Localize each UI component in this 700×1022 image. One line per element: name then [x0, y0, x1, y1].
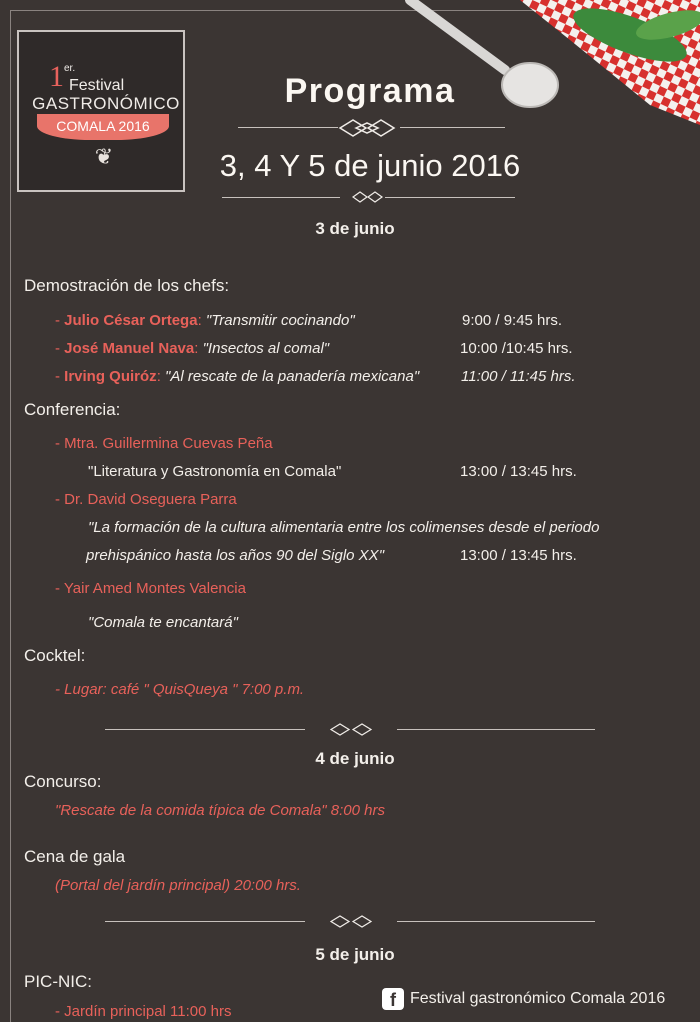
chef-name: Julio César Ortega	[64, 312, 198, 329]
speaker: - Dr. David Oseguera Parra	[55, 491, 237, 508]
demo-topic: "Transmitir cocinando"	[205, 312, 355, 329]
day1-heading: 3 de junio	[315, 219, 395, 238]
speaker: - Yair Amed Montes Valencia	[55, 580, 246, 597]
divider	[400, 127, 505, 128]
day3-heading: 5 de junio	[315, 945, 395, 964]
diamond-ornament-icon	[330, 915, 374, 928]
speaker: - Mtra. Guillermina Cuevas Peña	[55, 435, 273, 452]
day2-heading: 4 de junio	[315, 749, 395, 768]
contest-title: Concurso:	[24, 772, 102, 791]
facebook-page-name[interactable]: Festival gastronómico Comala 2016	[410, 990, 666, 1007]
demo-title: Demostración de los chefs:	[24, 276, 230, 295]
page-title: Programa	[284, 72, 456, 110]
chef-name: Irving Quiróz	[64, 368, 157, 385]
gala-title: Cena de gala	[24, 847, 126, 866]
cocktail-place: - Lugar: café " QuisQueya " 7:00 p.m.	[55, 681, 305, 698]
logo-comala: COMALA 2016	[56, 118, 150, 134]
speaker-name: Dr. David Oseguera Parra	[64, 491, 237, 508]
divider	[105, 729, 305, 730]
divider	[105, 921, 305, 922]
chef-name: José Manuel Nava	[64, 340, 195, 357]
speaker-name: Yair Amed Montes Valencia	[63, 580, 246, 597]
picnic-detail: - Jardín principal 11:00 hrs	[55, 1003, 232, 1020]
facebook-icon[interactable]: f	[382, 988, 404, 1010]
gala-detail: (Portal del jardín principal) 20:00 hrs.	[55, 877, 301, 894]
flower-icon: ❦	[94, 144, 114, 169]
conference-title: Conferencia:	[24, 400, 121, 419]
cocktail-title: Cocktel:	[24, 646, 86, 665]
demo-topic: "Insectos al comal"	[202, 340, 330, 357]
logo-gastronomico: GASTRONÓMICO	[32, 94, 180, 113]
diamond-ornament-icon	[352, 191, 384, 203]
diamond-ornament-icon	[330, 723, 374, 736]
demo-item: - José Manuel Nava: "Insectos al comal"	[55, 340, 330, 357]
divider	[222, 197, 340, 198]
demo-topic: "Al rescate de la panadería mexicana"	[165, 368, 420, 385]
demo-time: 11:00 / 11:45 hrs.	[461, 368, 576, 385]
demo-item: - Julio César Ortega: "Transmitir cocinando"	[55, 312, 355, 329]
divider	[238, 127, 338, 128]
talk-title: "La formación de la cultura alimentaria entre los colimenses desde el periodo	[88, 519, 600, 536]
talk-title: "Literatura y Gastronomía en Comala"	[88, 463, 342, 480]
divider	[385, 197, 515, 198]
logo-festival: Festival	[69, 77, 125, 94]
talk-title: "Comala te encantará"	[88, 614, 238, 631]
demo-time: 10:00 /10:45 hrs.	[460, 340, 573, 357]
talk-title-cont: prehispánico hasta los años 90 del Siglo XX"	[86, 547, 385, 564]
festival-logo	[17, 30, 185, 192]
talk-time: 13:00 / 13:45 hrs.	[460, 547, 577, 564]
logo-number: 1	[49, 60, 64, 93]
divider	[397, 729, 595, 730]
divider	[397, 921, 595, 922]
demo-time: 9:00 / 9:45 hrs.	[462, 312, 563, 329]
picnic-title: PIC-NIC:	[24, 972, 92, 991]
talk-time: 13:00 / 13:45 hrs.	[460, 463, 577, 480]
demo-item: - Irving Quiróz: "Al rescate de la panadería mexicana"	[55, 368, 420, 385]
festival-dates: 3, 4 Y 5 de junio 2016	[219, 148, 521, 183]
diamond-ornament-icon	[338, 118, 398, 138]
speaker-name: Mtra. Guillermina Cuevas Peña	[64, 435, 273, 452]
contest-detail: "Rescate de la comida típica de Comala" 8:00 hrs	[55, 802, 385, 819]
logo-ordinal: er.	[64, 63, 76, 74]
